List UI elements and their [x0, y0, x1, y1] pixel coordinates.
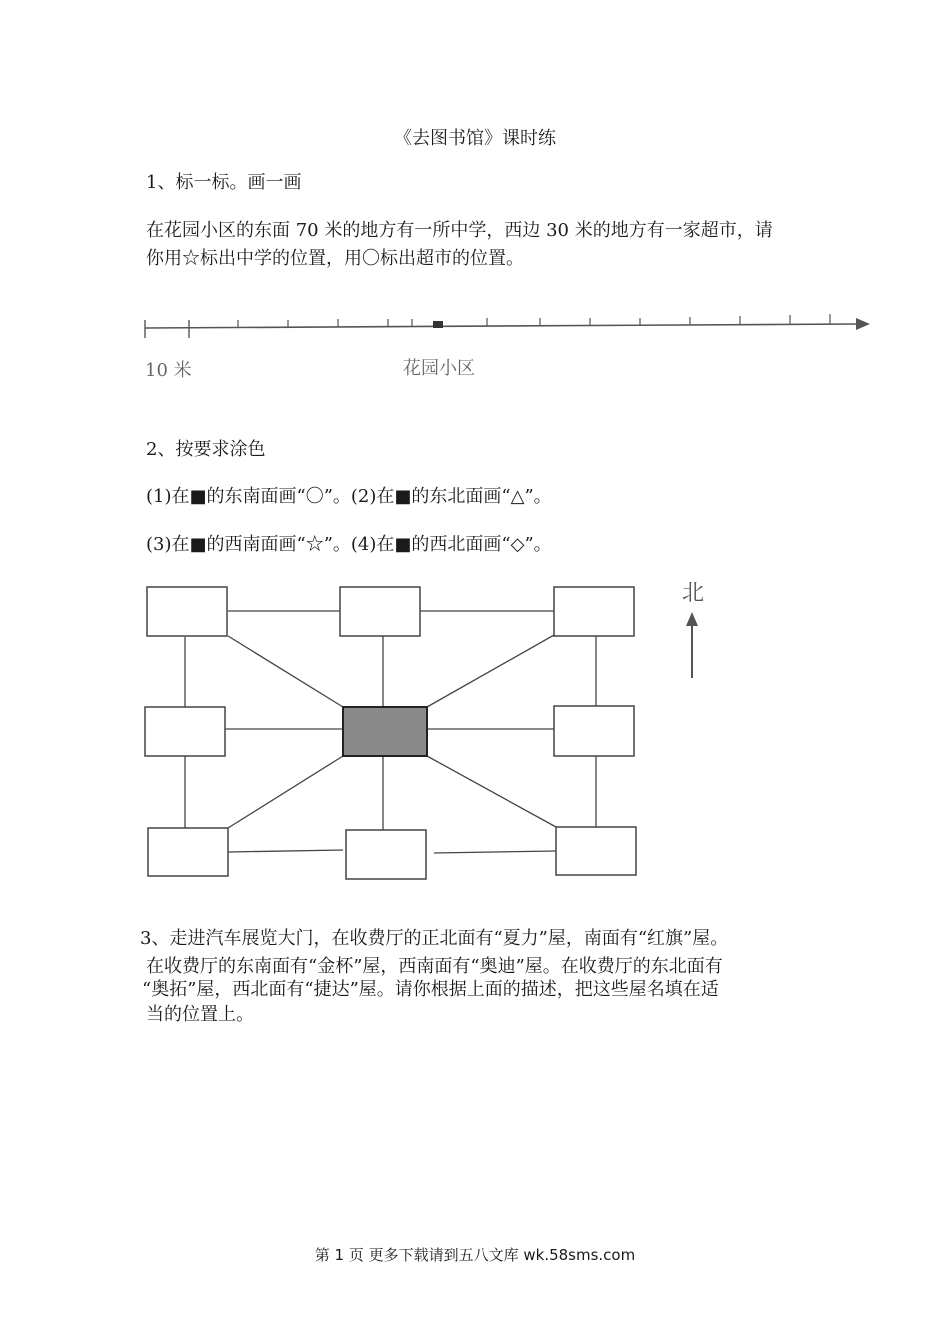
- q2-heading: 2、按要求涂色: [146, 439, 266, 460]
- direction-grid-figure: [130, 570, 730, 890]
- page-footer: 第 1 页 更多下载请到五八文库 wk.58sms.com: [314, 1246, 636, 1264]
- box-northwest[interactable]: [147, 587, 227, 636]
- box-south[interactable]: [346, 830, 426, 879]
- diagonal: [228, 756, 343, 828]
- q3-text-line-4: 当的位置上。: [146, 1004, 254, 1025]
- center-shaded-box: [343, 707, 427, 756]
- box-east[interactable]: [554, 706, 634, 756]
- number-line-axis: [145, 324, 858, 328]
- number-line-arrowhead: [856, 318, 870, 330]
- q3-text-line-1: 3、走进汽车展览大门，在收费厅的正北面有“夏力”屋，南面有“红旗”屋。: [140, 928, 729, 949]
- diagonal: [427, 635, 554, 707]
- north-label: 北: [682, 581, 705, 606]
- box-northeast[interactable]: [554, 587, 634, 636]
- number-line-figure: [130, 300, 890, 390]
- q2-text-line-1: (1)在■的东南面画“〇”。(2)在■的东北面画“△”。: [146, 486, 552, 507]
- diagonal: [228, 636, 343, 707]
- box-west[interactable]: [145, 707, 225, 756]
- origin-label: 花园小区: [403, 358, 475, 379]
- scale-label: 10 米: [145, 360, 192, 381]
- box-southwest[interactable]: [148, 828, 228, 876]
- q1-heading: 1、标一标。画一画: [146, 172, 302, 193]
- connector: [228, 850, 343, 852]
- q3-text-line-3: “奥拓”屋，西北面有“捷达”屋。请你根据上面的描述，把这些屋名填在适: [142, 979, 719, 1000]
- q1-text-line-1: 在花园小区的东面 70 米的地方有一所中学，西边 30 米的地方有一家超市，请: [146, 220, 773, 241]
- q3-text-line-2: 在收费厅的东南面有“金杯”屋，西南面有“奥迪”屋。在收费厅的东北面有: [146, 956, 723, 977]
- box-north[interactable]: [340, 587, 420, 636]
- north-arrow-icon: [686, 612, 698, 626]
- page-title: 《去图书馆》课时练: [394, 128, 556, 149]
- q1-text-line-2: 你用☆标出中学的位置，用〇标出超市的位置。: [146, 248, 524, 269]
- q2-text-line-2: (3)在■的西南面画“☆”。(4)在■的西北面画“◇”。: [146, 534, 552, 555]
- box-southeast[interactable]: [556, 827, 636, 875]
- diagonal: [427, 756, 556, 827]
- connector: [434, 851, 556, 853]
- garden-community-marker: [433, 321, 443, 328]
